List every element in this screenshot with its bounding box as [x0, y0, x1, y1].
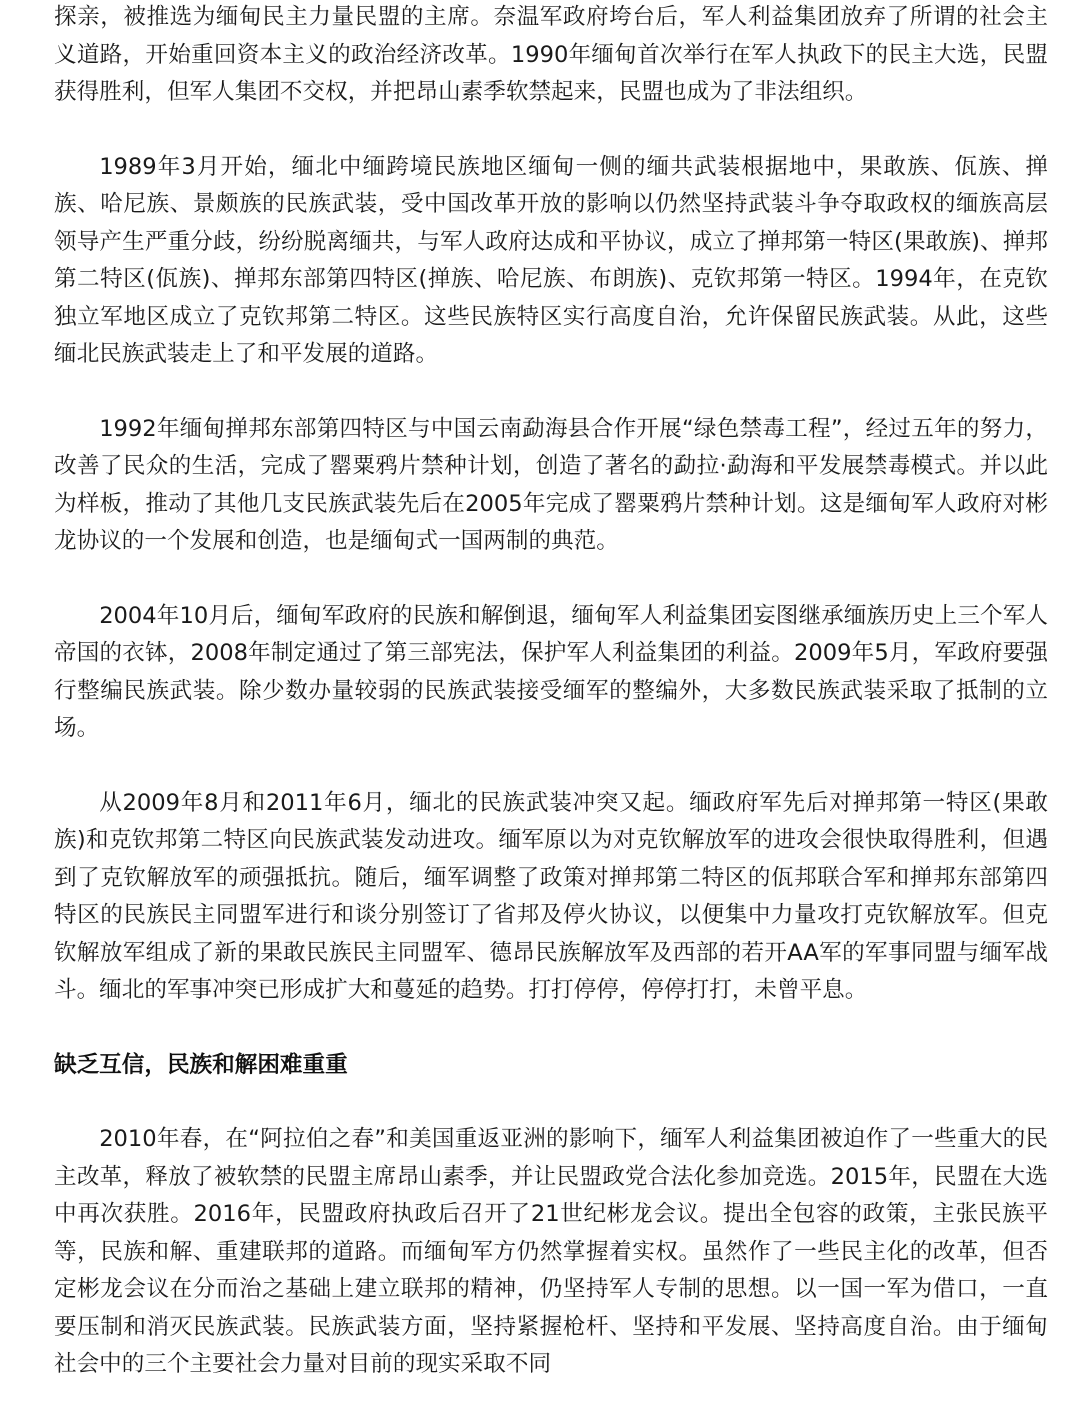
- article-body: [54, 0, 1048, 1421]
- article-paragraph: 2004年10月后，缅甸军政府的民族和解倒退，缅甸军人利益集团妄图继承缅族历史上三个军人帝国的衣钵，2008年制定通过了第三部宪法，保护军人利益集团的利益。2009年5月，军政府要强行整编民族武装。除少数办量较弱的民族武装接受缅军的整编外，大多数民族武装采取了抵制的立场。: [54, 602, 1048, 741]
- article-paragraph: 探亲，被推选为缅甸民主力量民盟的主席。奈温军政府垮台后，军人利益集团放弃了所谓的社会主义道路，开始重回资本主义的政治经济改革。1990年缅甸首次举行在军人执政下的民主大选，民盟获得胜利，但军人集团不交权，并把昂山素季软禁起来，民盟也成为了非法组织。: [54, 4, 1048, 105]
- article-paragraph: 1992年缅甸掸邦东部第四特区与中国云南勐海县合作开展“绿色禁毒工程”，经过五年的努力，改善了民众的生活，完成了罂粟鸦片禁种计划，创造了著名的勐拉·勐海和平发展禁毒模式。并以此为样板，推动了其他几支民族武装先后在2005年完成了罂粟鸦片禁种计划。这是缅甸军人政府对彬龙协议的一个发展和创造，也是缅甸式一国两制的典范。: [54, 415, 1048, 554]
- article-paragraph: 2010年春，在“阿拉伯之春”和美国重返亚洲的影响下，缅军人利益集团被迫作了一些重大的民主改革，释放了被软禁的民盟主席昂山素季，并让民盟政党合法化参加竞选。2015年，民盟在大选中再次获胜。2016年，民盟政府执政后召开了21世纪彬龙会议。提出全包容的政策，主张民族平等，民族和解、重建联邦的道路。而缅甸军方仍然掌握着实权。虽然作了一些民主化的改革，但否定彬龙会议在分而治之基础上建立联邦的精神，仍坚持军人专制的思想。以一国一军为借口，一直要压制和消灭民族武装。民族武装方面，坚持紧握枪杆、坚持和平发展、坚持高度自治。由于缅甸社会中的三个主要社会力量对目前的现实采取不同: [54, 1126, 1048, 1377]
- article-paragraph: 从2009年8月和2011年6月，缅北的民族武装冲突又起。缅政府军先后对掸邦第一特区(果敢族)和克钦邦第二特区向民族武装发动进攻。缅军原以为对克钦解放军的进攻会很快取得胜利，但遇到了克钦解放军的顽强抵抗。随后，缅军调整了政策对掸邦第二特区的佤邦联合军和掸邦东部第四特区的民族民主同盟军进行和谈分别签订了省邦及停火协议，以便集中力量攻打克钦解放军。但克钦解放军组成了新的果敢民族民主同盟军、德昂民族解放军及西部的若开AA军的军事同盟与缅军战斗。缅北的军事冲突已形成扩大和蔓延的趋势。打打停停，停停打打，未曾平息。: [54, 789, 1048, 1003]
- section-heading: 缺乏互信，民族和解困难重重: [54, 1051, 348, 1078]
- article-paragraph: 1989年3月开始，缅北中缅跨境民族地区缅甸一侧的缅共武装根据地中，果敢族、佤族、掸族、哈尼族、景颇族的民族武装，受中国改革开放的影响以仍然坚持武装斗争夺取政权的缅族高层领导产生严重分歧，纷纷脱离缅共，与军人政府达成和平协议，成立了掸邦第一特区(果敢族)、掸邦第二特区(佤族)、掸邦东部第四特区(掸族、哈尼族、布朗族)、克钦邦第一特区。1994年，在克钦独立军地区成立了克钦邦第二特区。这些民族特区实行高度自治，允许保留民族武装。从此，这些缅北民族武装走上了和平发展的道路。: [54, 153, 1048, 367]
